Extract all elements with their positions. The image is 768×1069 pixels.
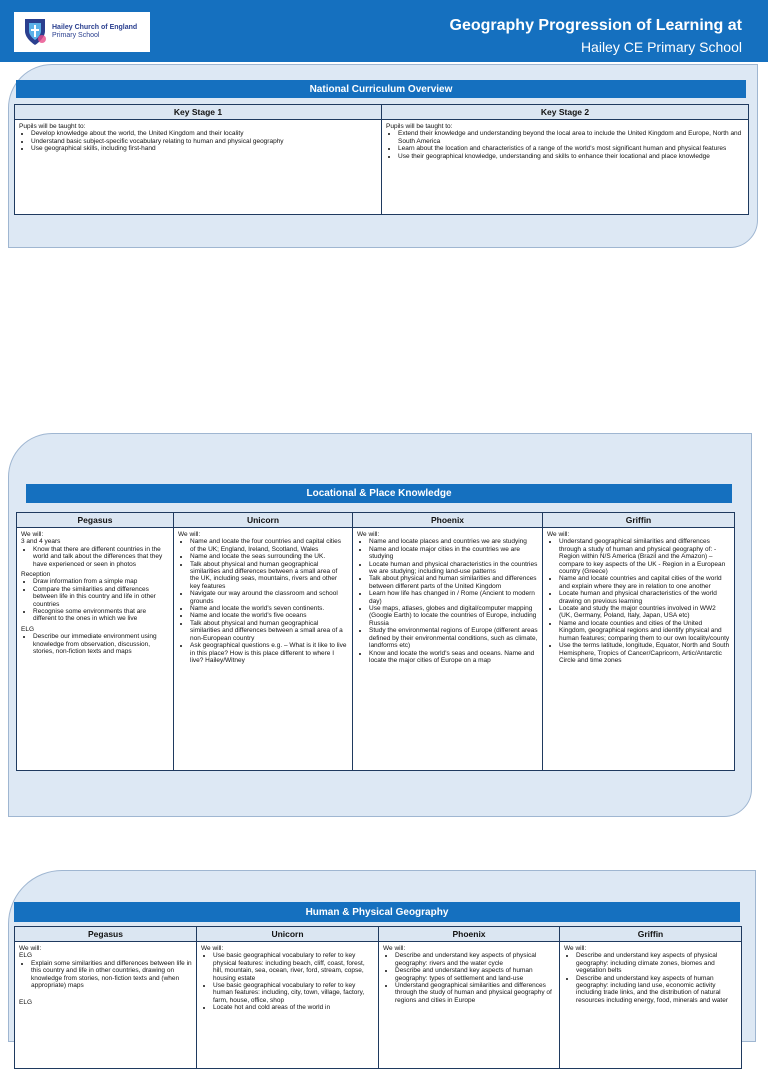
phoenix-cell bbox=[379, 942, 560, 1069]
cell-intro: We will: bbox=[383, 945, 406, 952]
list-item: • Name and locate the four countries and capital cities of the UK; England, Ireland, Scotland, Wales bbox=[190, 538, 348, 553]
pegasus-list bbox=[19, 960, 192, 990]
list-item: • Ask geographical questions e.g. – What is it like to live in this place? How is this place different to where I live? Hailey/Witney bbox=[190, 642, 348, 664]
list-item: • Know that there are different countries in the world and talk about the differences that they have experienced or seen in photos bbox=[33, 546, 169, 568]
ks2-list bbox=[386, 130, 744, 160]
list-item: • Name and locate places and countries we are studying bbox=[369, 538, 538, 545]
cell-intro: We will: bbox=[19, 945, 42, 952]
list-item: • Understand geographical similarities and differences through a study of human and physical geography of: - Region within N/S America (Brazil and the Amazon) – compare to key aspects of the UK - Region in a European country (Greece) bbox=[559, 538, 730, 575]
ks2-intro: Pupils will be taught to: bbox=[386, 123, 453, 130]
list-item: • Name and locate counties and cities of the United Kingdom, geographical regions and identify physical and human features; comparing them to our own locality/county bbox=[559, 620, 730, 642]
locational-table bbox=[16, 512, 735, 771]
list-item: • Learn about the location and characteristics of a range of the world's most significant human and physical features bbox=[398, 145, 744, 152]
school-crest-icon bbox=[22, 17, 48, 47]
list-item: • Draw information from a simple map bbox=[33, 578, 169, 585]
pegasus-list-c bbox=[21, 633, 169, 655]
list-item: • Describe and understand key aspects of human geography: including land use, economic activity including trade links, and the distribution of natural resources including energy, food, minerals and water bbox=[576, 975, 737, 1005]
column-header-ks1: Key Stage 1 bbox=[15, 105, 382, 120]
logo-line-1: Hailey Church of England bbox=[52, 24, 138, 31]
list-item: • Name and locate the world's five oceans bbox=[190, 612, 348, 619]
column-header-pegasus: Pegasus bbox=[17, 513, 174, 528]
column-header-pegasus: Pegasus bbox=[15, 927, 197, 942]
pegasus-list-a bbox=[21, 546, 169, 568]
human-physical-table bbox=[14, 926, 742, 1069]
overview-banner: National Curriculum Overview bbox=[16, 80, 746, 98]
cell-intro: We will: bbox=[178, 531, 201, 538]
column-header-griffin: Griffin bbox=[543, 513, 735, 528]
school-logo bbox=[14, 12, 150, 52]
page-title: Geography Progression of Learning at bbox=[449, 17, 742, 34]
list-item: • Use basic geographical vocabulary to refer to key physical features: including beach, cliff, coast, forest, hill, mountain, sea, ocean, river, ford, stream, copse, housing estate bbox=[213, 952, 374, 982]
list-item: • Talk about physical and human similarities and differences between different parts of the United Kingdom bbox=[369, 575, 538, 590]
list-item: • Talk about physical and human geographical similarities and differences between a small area of a non-European country bbox=[190, 620, 348, 642]
griffin-list bbox=[547, 538, 730, 664]
list-item: • Explain some similarities and differences between life in this country and life in other countries, drawing on knowledge from stories, non-fiction texts and (when appropriate) maps bbox=[31, 960, 192, 990]
logo-line-2: Primary School bbox=[52, 32, 100, 39]
list-item: • Locate human and physical characteristics of the world drawing on previous learning bbox=[559, 590, 730, 605]
list-item: • Describe and understand key aspects of human geography: types of settlement and land-use bbox=[395, 967, 555, 982]
phoenix-list bbox=[357, 538, 538, 664]
ks1-list bbox=[19, 130, 377, 152]
list-item: • Name and locate the world's seven continents. bbox=[190, 605, 348, 612]
list-item: • Use their geographical knowledge, understanding and skills to enhance their locational and place knowledge bbox=[398, 153, 744, 160]
page-header bbox=[0, 0, 768, 62]
column-header-unicorn: Unicorn bbox=[197, 927, 379, 942]
list-item: • Locate human and physical characteristics in the countries we are studying; including land-use patterns bbox=[369, 561, 538, 576]
griffin-cell bbox=[560, 942, 742, 1069]
list-item: • Locate hot and cold areas of the world in bbox=[213, 1004, 374, 1011]
list-item: • Use maps, atlases, globes and digital/computer mapping (Google Earth) to locate the countries of Europe, including Russia bbox=[369, 605, 538, 627]
unicorn-list bbox=[201, 952, 374, 1011]
unicorn-cell bbox=[174, 528, 353, 771]
column-header-phoenix: Phoenix bbox=[353, 513, 543, 528]
reception-label: Reception bbox=[21, 571, 51, 579]
locational-banner: Locational & Place Knowledge bbox=[26, 484, 732, 503]
list-item: • Use geographical skills, including first-hand bbox=[31, 145, 377, 152]
column-header-griffin: Griffin bbox=[560, 927, 742, 942]
pegasus-cell bbox=[17, 528, 174, 771]
cell-intro: We will: bbox=[357, 531, 380, 538]
ks2-cell bbox=[382, 120, 749, 215]
overview-table bbox=[14, 104, 749, 215]
elg-label: ELG bbox=[19, 952, 33, 960]
list-item: • Name and locate major cities in the countries we are studying bbox=[369, 546, 538, 561]
list-item: • Name and locate countries and capital cities of the world and explain where they are in relation to one another bbox=[559, 575, 730, 590]
list-item: • Navigate our way around the classroom and school grounds bbox=[190, 590, 348, 605]
elg-label: ELG bbox=[21, 625, 35, 633]
phoenix-cell bbox=[353, 528, 543, 771]
elg-label: ELG bbox=[19, 999, 33, 1007]
list-item: • Locate and study the major countries involved in WW2 (UK, Germany, Poland, Italy, Japan, USA etc) bbox=[559, 605, 730, 620]
cell-intro: We will: bbox=[564, 945, 587, 952]
column-header-ks2: Key Stage 2 bbox=[382, 105, 749, 120]
list-item: • Describe and understand key aspects of physical geography: rivers and the water cycle bbox=[395, 952, 555, 967]
list-item: • Use basic geographical vocabulary to refer to key human features: including, city, town, village, factory, farm, house, office, shop bbox=[213, 982, 374, 1004]
page-subtitle: Hailey CE Primary School bbox=[580, 39, 742, 55]
list-item: • Learn how life has changed in / Rome (Ancient to modern day) bbox=[369, 590, 538, 605]
column-header-phoenix: Phoenix bbox=[379, 927, 560, 942]
pegasus-cell bbox=[15, 942, 197, 1069]
ks1-intro: Pupils will be taught to: bbox=[19, 123, 86, 130]
griffin-cell bbox=[543, 528, 735, 771]
list-item: • Study the environmental regions of Europe (different areas defined by their environmental conditions, such as climate, landforms etc) bbox=[369, 627, 538, 649]
unicorn-cell bbox=[197, 942, 379, 1069]
phoenix-list bbox=[383, 952, 555, 1004]
cell-intro: We will: bbox=[21, 531, 44, 538]
list-item: • Extend their knowledge and understanding beyond the local area to include the United Kingdom and Europe, North and South America bbox=[398, 130, 744, 145]
ks1-cell bbox=[15, 120, 382, 215]
list-item: • Name and locate the seas surrounding the UK. bbox=[190, 553, 348, 560]
age-label: 3 and 4 years bbox=[21, 538, 61, 546]
list-item: • Understand basic subject-specific vocabulary relating to human and physical geography bbox=[31, 138, 377, 145]
human-physical-banner: Human & Physical Geography bbox=[14, 902, 740, 922]
griffin-list bbox=[564, 952, 737, 1004]
list-item: • Use the terms latitude, longitude, Equator, North and South Hemisphere, Tropics of Cancer/Capricorn, Artic/Antarctic Circle and time zones bbox=[559, 642, 730, 664]
list-item: • Compare the similarities and differences between life in this country and life in other countries bbox=[33, 586, 169, 608]
cell-intro: We will: bbox=[547, 531, 570, 538]
list-item: • Talk about physical and human geographical similarities and differences between a small area of the UK, including seas, mountains, rivers and other key features bbox=[190, 561, 348, 591]
column-header-unicorn: Unicorn bbox=[174, 513, 353, 528]
unicorn-list bbox=[178, 538, 348, 664]
list-item: • Describe and understand key aspects of physical geography: including climate zones, biomes and vegetation belts bbox=[576, 952, 737, 974]
list-item: • Understand geographical similarities and differences through the study of human and physical geography of regions and cities in Europe bbox=[395, 982, 555, 1004]
list-item: • Describe our immediate environment using knowledge from observation, discussion, stories, non-fiction texts and maps bbox=[33, 633, 169, 655]
pegasus-list-b bbox=[21, 578, 169, 622]
cell-intro: We will: bbox=[201, 945, 224, 952]
list-item: • Recognise some environments that are different to the ones in which we live bbox=[33, 608, 169, 623]
list-item: • Develop knowledge about the world, the United Kingdom and their locality bbox=[31, 130, 377, 137]
list-item: • Know and locate the world's seas and oceans. Name and locate the major cities of Europe on a map bbox=[369, 650, 538, 665]
